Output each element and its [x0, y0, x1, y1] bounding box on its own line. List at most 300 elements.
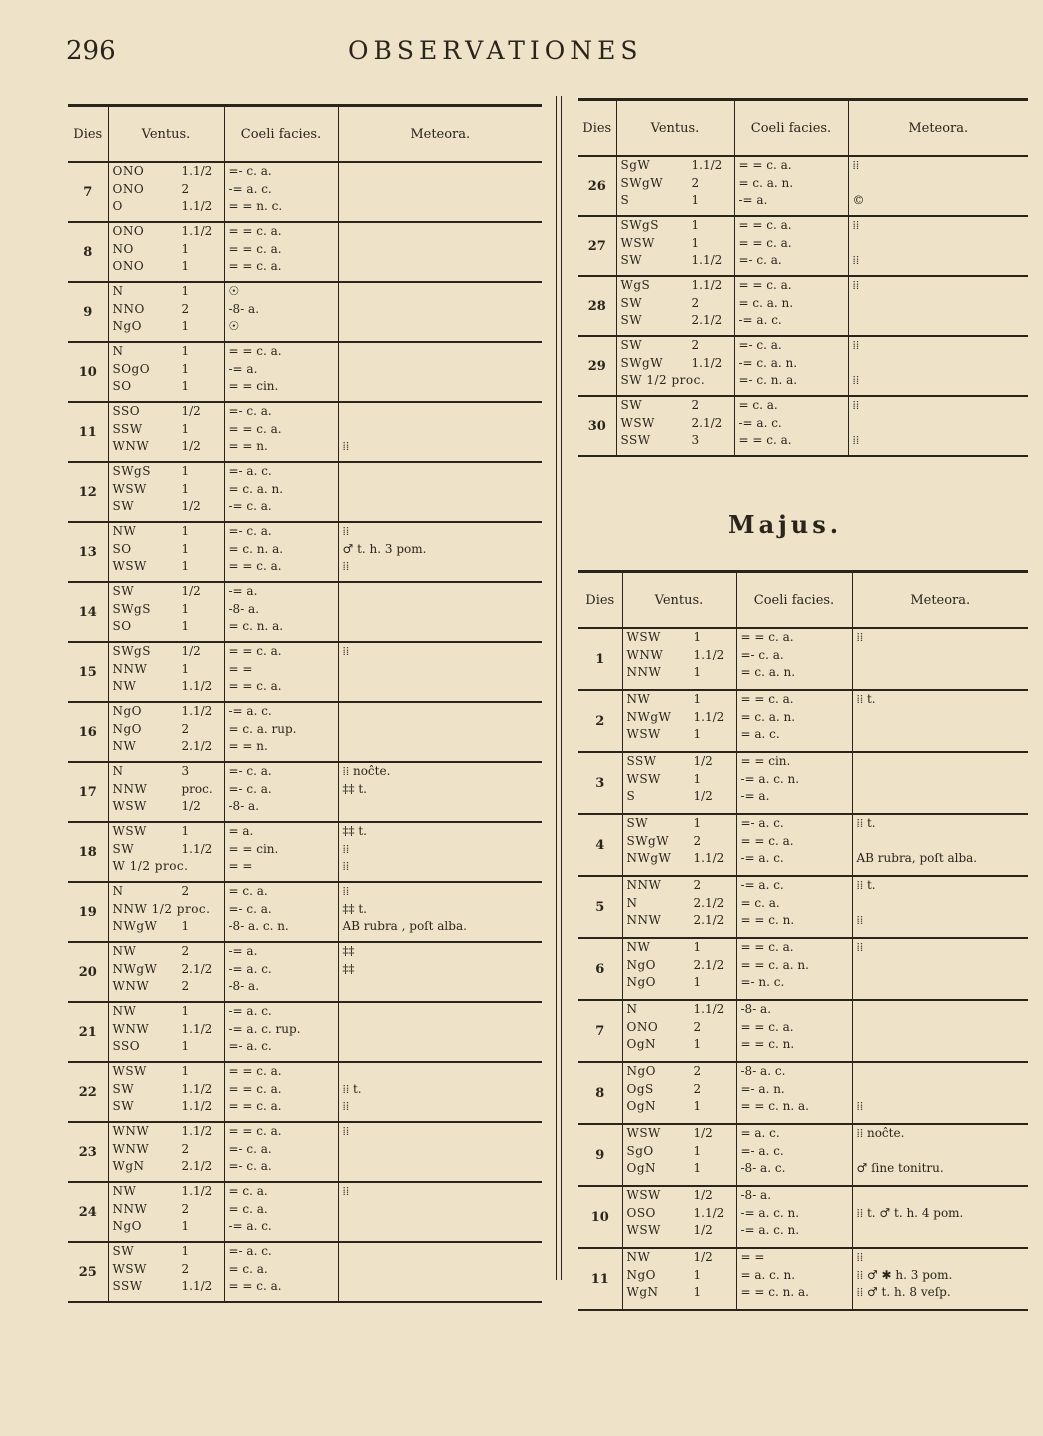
wind-force: 1 [691, 218, 700, 232]
ventus-cell [108, 1242, 224, 1302]
wind-line [617, 432, 734, 450]
wind-force: 2.1/2 [181, 739, 213, 753]
wind-direction: NNW 1/2 proc. [112, 901, 211, 916]
wind-direction: NW [626, 1250, 651, 1264]
sky-condition: =- c. n. a. [738, 373, 798, 387]
meteora-cell [852, 1248, 1028, 1310]
wind-direction: S [626, 789, 636, 803]
wind-force: 1 [181, 559, 190, 573]
coeli-facies-cell [736, 814, 852, 876]
wind-line [617, 312, 734, 330]
sky-condition: = c. a. [228, 1201, 268, 1216]
meteora-cell [852, 814, 1028, 876]
wind-direction: ONO [112, 181, 145, 196]
meteora-note [339, 1038, 543, 1056]
table-row [68, 222, 542, 282]
day-number: 18 [68, 822, 108, 882]
observations-table-april-right [578, 98, 1028, 457]
sky-condition: = c. n. a. [228, 619, 284, 633]
sky-condition: = = [228, 661, 253, 676]
wind-line [109, 618, 224, 636]
day-number: 9 [68, 282, 108, 342]
wind-force [188, 858, 223, 876]
wind-direction: SW [620, 295, 643, 310]
wind-direction: OgN [626, 1161, 657, 1175]
wind-direction: WSW [112, 824, 147, 838]
day-number: 2 [578, 690, 622, 752]
wind-force: 2 [181, 1201, 190, 1216]
wind-line [109, 498, 224, 516]
wind-direction: NNO [112, 301, 145, 316]
wind-force: 1 [693, 692, 702, 706]
day-number: 10 [68, 342, 108, 402]
wind-direction: NgO [112, 1219, 143, 1233]
wind-line [109, 481, 224, 499]
wind-line [109, 1278, 224, 1296]
ventus-cell [108, 282, 224, 342]
meteora-note [339, 618, 543, 636]
wind-direction: NNW [626, 913, 662, 927]
wind-line [623, 1284, 736, 1302]
wind-line [109, 1081, 224, 1099]
meteora-cell [852, 1124, 1028, 1186]
header-dies: Dies [578, 100, 616, 157]
wind-line [623, 1249, 736, 1267]
wind-force: 2 [691, 175, 700, 190]
sky-condition: =- c. a. [228, 764, 272, 778]
wind-force: 2 [181, 884, 190, 898]
coeli-facies-cell [736, 876, 852, 938]
sky-condition: -= a. c. [738, 313, 782, 327]
sky-condition: ☉ [228, 284, 240, 298]
sky-condition: -= a. c. [740, 878, 784, 892]
wind-force: 1 [181, 481, 190, 496]
meteora-note: ‡‡ [342, 944, 355, 958]
wind-direction: SW [620, 253, 643, 267]
wind-line [623, 1160, 736, 1178]
table-row [68, 282, 542, 342]
meteora-cell [338, 402, 542, 462]
sky-condition: ☉ [228, 319, 240, 333]
wind-force: 1.1/2 [181, 704, 213, 718]
table-row [68, 162, 542, 222]
meteora-note [853, 788, 1029, 806]
wind-line [617, 192, 734, 210]
meteora-note [853, 1187, 1029, 1205]
wind-direction: NWgW [112, 961, 158, 976]
sky-condition: = = c. a. [228, 644, 282, 658]
sky-condition: = = n. [228, 439, 268, 453]
meteora-note: ⁞⁞ [852, 278, 860, 292]
meteora-cell [338, 522, 542, 582]
wind-force: 1.1/2 [693, 647, 725, 662]
meteora-note [339, 1243, 543, 1261]
wind-force: 1 [693, 727, 702, 741]
day-number: 14 [68, 582, 108, 642]
header-meteora: Meteora. [848, 100, 1028, 157]
day-number: 21 [68, 1002, 108, 1062]
sky-condition: -8- a. [228, 979, 260, 993]
wind-line [109, 258, 224, 276]
sky-condition: =- c. a. [228, 524, 272, 538]
table-row [68, 642, 542, 702]
wind-direction: NNW [626, 665, 662, 679]
wind-force: 1 [181, 464, 190, 478]
sky-condition: = = c. a. [740, 940, 794, 954]
meteora-note [339, 978, 543, 996]
coeli-facies-cell [736, 1062, 852, 1124]
meteora-note [853, 726, 1029, 744]
meteora-note: ‡‡ t. [342, 824, 367, 838]
wind-force: 1/2 [181, 644, 201, 658]
sky-condition: = = c. a. [740, 692, 794, 706]
meteora-cell [338, 162, 542, 222]
wind-force: 1 [693, 665, 702, 679]
meteora-note [339, 1141, 543, 1159]
wind-line [623, 1001, 736, 1019]
wind-line [617, 235, 734, 253]
meteora-note: ‡‡ t. [342, 901, 367, 916]
wind-direction: SW [112, 1099, 135, 1113]
sky-condition: -8- a. [228, 301, 260, 316]
sky-condition: = = c. a. [740, 833, 794, 848]
meteora-cell [852, 1186, 1028, 1248]
wind-direction: NgO [626, 1267, 657, 1282]
meteora-note [853, 895, 1029, 913]
wind-force: 1 [693, 975, 702, 989]
meteora-note: ⁞⁞ [856, 940, 864, 954]
wind-direction: WgN [626, 1285, 659, 1299]
sky-condition: =- a. c. [228, 464, 272, 478]
coeli-facies-cell [224, 882, 338, 942]
wind-force: 1.1/2 [181, 1081, 213, 1096]
wind-direction: WNW [112, 1021, 150, 1036]
coeli-facies-cell [736, 690, 852, 752]
meteora-note [339, 283, 543, 301]
wind-line [109, 283, 224, 301]
meteora-note [339, 1278, 543, 1296]
table-row [578, 752, 1028, 814]
table-row [68, 1122, 542, 1182]
wind-force: 1.1/2 [181, 1124, 213, 1138]
meteora-note: ⁞⁞ [856, 1250, 864, 1264]
sky-condition: =- c. a. [738, 253, 782, 267]
ventus-cell [622, 690, 736, 752]
wind-line [623, 850, 736, 868]
wind-force: 1/2 [181, 439, 201, 453]
wind-direction: WSW [626, 630, 661, 644]
wind-direction: SW [112, 584, 135, 598]
wind-direction: SWgS [112, 644, 151, 658]
sky-condition: = = [228, 859, 253, 873]
coeli-facies-cell [224, 642, 338, 702]
wind-direction: NNW [112, 661, 148, 676]
meteora-note [853, 1019, 1029, 1037]
sky-condition: = c. a. [228, 1184, 268, 1198]
table-row [578, 1186, 1028, 1248]
wind-line [623, 815, 736, 833]
meteora-note: ⁞⁞ [852, 398, 860, 412]
wind-force: 2 [181, 944, 190, 958]
ventus-cell [108, 582, 224, 642]
wind-direction: SW [112, 499, 135, 513]
meteora-note: AB rubra, poſt alba. [856, 851, 978, 865]
meteora-cell [338, 822, 542, 882]
ventus-cell [616, 396, 734, 456]
wind-line [623, 629, 736, 647]
wind-line [623, 1019, 736, 1037]
observations-table-majus [578, 570, 1028, 1311]
meteora-note [339, 241, 543, 259]
wind-force: 2 [181, 979, 190, 993]
wind-line [109, 343, 224, 361]
day-number: 7 [68, 162, 108, 222]
wind-direction: NW [112, 944, 137, 958]
sky-condition: = = cin. [228, 841, 279, 856]
wind-force: 1 [181, 1219, 190, 1233]
wind-direction: NgO [112, 721, 143, 736]
wind-line [617, 295, 734, 313]
wind-direction: WSW [626, 771, 661, 786]
wind-force: 1 [181, 1039, 190, 1053]
wind-direction: ONO [112, 224, 145, 238]
sky-condition: = = n. c. [228, 199, 283, 213]
table-row [68, 762, 542, 822]
wind-force: 1.1/2 [181, 1184, 213, 1198]
sky-condition: =- c. a. [740, 647, 784, 662]
meteora-cell [848, 276, 1028, 336]
sky-condition: = = c. a. [738, 278, 792, 292]
sky-condition: =- c. a. [228, 1141, 272, 1156]
wind-force: 1/2 [693, 1223, 713, 1237]
sky-condition: = = c. a. [228, 559, 282, 573]
meteora-note: ⁞⁞ [856, 630, 864, 644]
sky-condition: -= a. c. rup. [228, 1021, 301, 1036]
ventus-cell [622, 938, 736, 1000]
sky-condition: -= a. c. n. [740, 1205, 800, 1220]
sky-condition: = = cin. [228, 379, 279, 393]
meteora-note [339, 661, 543, 679]
meteora-note [339, 703, 543, 721]
sky-condition: -= a. c. [228, 961, 272, 976]
meteora-note: ⁞⁞ t. [856, 816, 876, 830]
wind-line [109, 223, 224, 241]
ventus-cell [108, 462, 224, 522]
sky-condition: =- c. a. [228, 901, 272, 916]
wind-line [109, 403, 224, 421]
coeli-facies-cell [224, 162, 338, 222]
wind-force: 1 [181, 619, 190, 633]
wind-force: 1/2 [693, 1126, 713, 1140]
meteora-note: ⁞⁞ t. [342, 1081, 362, 1096]
wind-line [617, 355, 734, 373]
wind-line [623, 833, 736, 851]
meteora-cell [338, 222, 542, 282]
meteora-note: ⁞⁞ [852, 433, 860, 447]
sky-condition: = a. [228, 824, 254, 838]
sky-condition: -= a. c. [228, 704, 272, 718]
wind-direction: WgS [620, 278, 651, 292]
sky-condition: =- c. a. [228, 164, 272, 178]
ventus-cell [622, 628, 736, 690]
wind-direction: N [112, 284, 124, 298]
day-number: 27 [578, 216, 616, 276]
coeli-facies-cell [224, 1182, 338, 1242]
table-row [578, 336, 1028, 396]
wind-force: 1 [693, 771, 702, 786]
wind-direction: WSW [620, 415, 655, 430]
wind-direction: WNW [626, 647, 664, 662]
page-number: 296 [66, 36, 116, 66]
ventus-cell [108, 702, 224, 762]
meteora-note [339, 421, 543, 439]
coeli-facies-cell [224, 1242, 338, 1302]
wind-force: 1/2 [693, 1188, 713, 1202]
wind-force: 3 [181, 764, 190, 778]
wind-force: 1 [181, 361, 190, 376]
wind-force: 1 [181, 824, 190, 838]
header-meteora: Meteora. [338, 106, 542, 163]
meteora-note [853, 753, 1029, 771]
sky-condition: = = n. [228, 739, 268, 753]
wind-force: 2.1/2 [181, 1159, 213, 1173]
wind-line [109, 1123, 224, 1141]
wind-direction: ONO [626, 1019, 659, 1034]
wind-direction: N [626, 895, 638, 910]
coeli-facies-cell [224, 762, 338, 822]
table-row [68, 942, 542, 1002]
header-dies: Dies [68, 106, 108, 163]
wind-force: 1 [181, 541, 190, 556]
sky-condition: -8- a. c. [740, 1064, 786, 1078]
ventus-cell [616, 216, 734, 276]
sky-condition: = c. a. [738, 398, 778, 412]
sky-condition: -= a. c. [228, 1219, 272, 1233]
meteora-note [849, 295, 1029, 313]
meteora-cell [848, 336, 1028, 396]
wind-line [109, 1183, 224, 1201]
wind-line [623, 664, 736, 682]
wind-force: 2 [181, 181, 190, 196]
wind-force: 1 [693, 1143, 702, 1158]
wind-force: 1 [181, 1004, 190, 1018]
wind-direction: W 1/2 proc. [112, 859, 189, 873]
wind-line [109, 1158, 224, 1176]
wind-line [623, 877, 736, 895]
day-number: 8 [68, 222, 108, 282]
wind-direction: WSW [112, 481, 147, 496]
sky-condition: = = c. a. [228, 241, 282, 256]
header-ventus: Ventus. [108, 106, 224, 163]
ventus-cell [108, 342, 224, 402]
wind-direction: N [112, 764, 124, 778]
table-row [578, 396, 1028, 456]
header-ventus: Ventus. [622, 572, 736, 629]
wind-direction: SW 1/2 proc. [620, 373, 706, 387]
wind-force: 1.1/2 [691, 355, 723, 370]
wind-direction: SW [620, 338, 643, 352]
sky-condition: -= a. c. n. [740, 771, 800, 786]
meteora-note [853, 1001, 1029, 1019]
wind-line [617, 277, 734, 295]
wind-line [109, 643, 224, 661]
wind-force: 1 [181, 319, 190, 333]
wind-force: 2 [693, 1019, 702, 1034]
meteora-note: ⁞⁞ ♂ t. h. 8 veſp. [856, 1285, 951, 1299]
wind-force: 1.1/2 [181, 1279, 213, 1293]
table-row [578, 1000, 1028, 1062]
wind-direction: OgN [626, 1037, 657, 1051]
ventus-cell [108, 882, 224, 942]
sky-condition: -= a. [738, 193, 768, 207]
day-number: 23 [68, 1122, 108, 1182]
sky-condition: = = c. a. [738, 218, 792, 232]
wind-line [109, 438, 224, 456]
wind-force: 1 [693, 940, 702, 954]
table-row [578, 628, 1028, 690]
sky-condition: -= a. [228, 584, 258, 598]
wind-force: 1.1/2 [181, 224, 213, 238]
wind-force: 1 [181, 344, 190, 358]
coeli-facies-cell [734, 336, 848, 396]
wind-force: 2 [691, 338, 700, 352]
wind-line [109, 378, 224, 396]
wind-force: 2 [181, 1141, 190, 1156]
wind-force: 1.1/2 [181, 679, 213, 693]
wind-direction: NNW [112, 781, 148, 796]
wind-force: 1 [693, 1267, 702, 1282]
sky-condition: = a. c. [740, 1126, 780, 1140]
wind-line [617, 372, 734, 390]
wind-line [617, 217, 734, 235]
wind-line [623, 1205, 736, 1223]
day-number: 22 [68, 1062, 108, 1122]
meteora-note: ⁞⁞ [342, 1099, 350, 1113]
wind-direction: SW [626, 816, 649, 830]
wind-line [109, 198, 224, 216]
wind-force: 1 [181, 524, 190, 538]
wind-direction: NO [112, 241, 134, 256]
wind-direction: NW [626, 692, 651, 706]
wind-line [109, 841, 224, 859]
wind-direction: SWgW [620, 175, 664, 190]
wind-line [109, 583, 224, 601]
coeli-facies-cell [734, 156, 848, 216]
day-number: 11 [68, 402, 108, 462]
wind-line [109, 823, 224, 841]
meteora-note [853, 771, 1029, 789]
sky-condition: -= a. c. [228, 1004, 272, 1018]
table-row [68, 342, 542, 402]
day-number: 30 [578, 396, 616, 456]
wind-force: 1.1/2 [181, 164, 213, 178]
wind-direction: NW [112, 524, 137, 538]
sky-condition: = = c. a. [738, 158, 792, 172]
meteora-note [853, 974, 1029, 992]
wind-direction: NWgW [626, 851, 672, 865]
sky-condition: = c. a. [228, 884, 268, 898]
meteora-note [853, 833, 1029, 851]
meteora-note [849, 415, 1029, 433]
header-ventus: Ventus. [616, 100, 734, 157]
meteora-note [849, 312, 1029, 330]
meteora-note [853, 1143, 1029, 1161]
sky-condition: = = c. n. a. [740, 1099, 809, 1113]
wind-line [623, 691, 736, 709]
coeli-facies-cell [224, 342, 338, 402]
sky-condition: = = cin. [740, 754, 791, 768]
meteora-note [339, 378, 543, 396]
